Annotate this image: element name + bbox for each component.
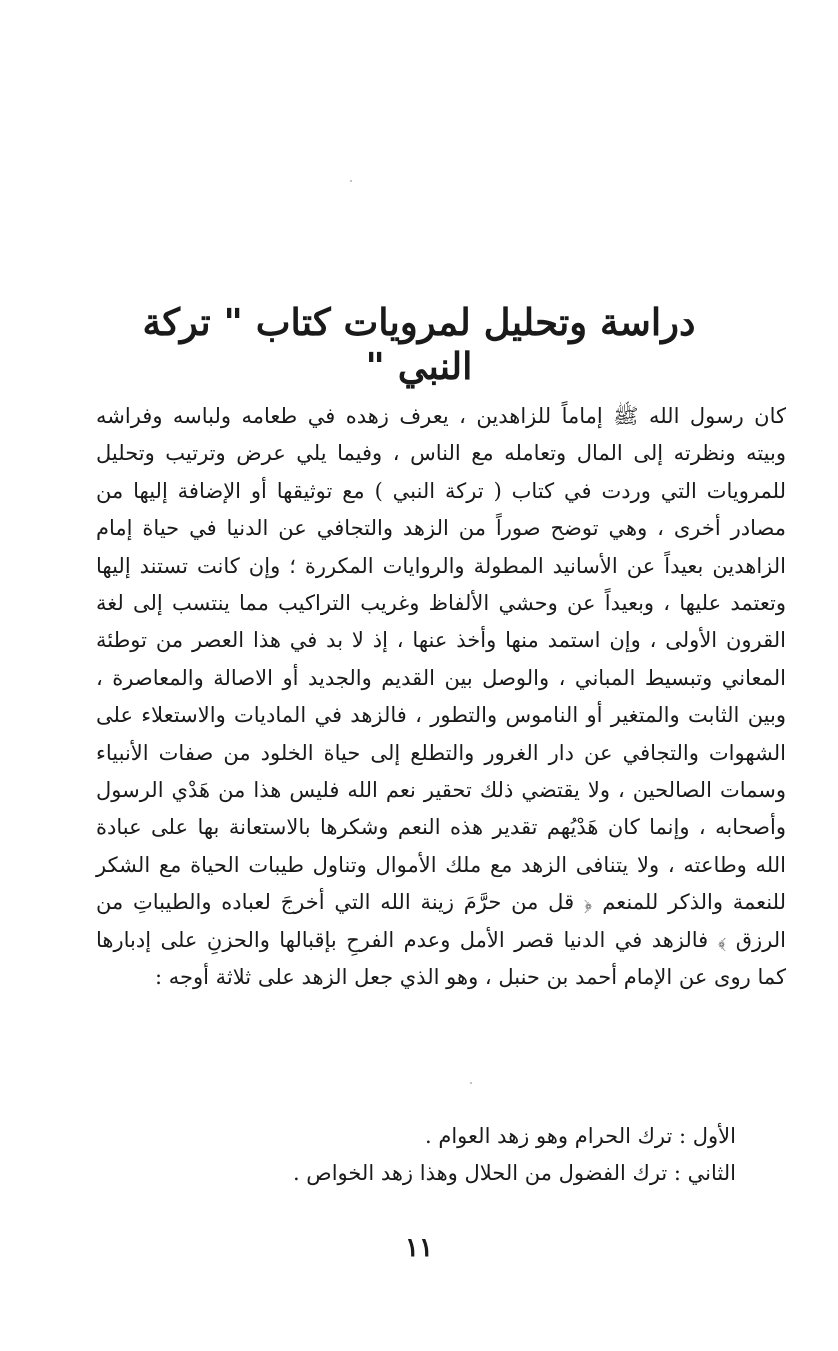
points-list: [96, 1118, 736, 1192]
point-first: الأول : ترك الحرام وهو زهد العوام .: [425, 1124, 736, 1148]
body-paragraph: كان رسول الله ﷺ إماماً للزاهدين ، يعرف زهده في طعامه ولباسه وفراشه وبيته ونظرته إلى المال وتعامله مع الناس ، وفيما يلي عرض وترتيب وتحليل للمرويات التي وردت في كتاب ( تركة النبي ) مع توثيقها أو الإضافة إليها من مصادر أخرى ، وهي توضح صوراً من الزهد والتجافي عن الدنيا في حياة إمام الزاهدين بعيداً عن الأسانيد المطولة والروايات المكررة ؛ وإن كانت تستند إليها وتعتمد عليها ، وبعيداً عن وحشي الألفاظ وغريب التراكيب مما ينتسب إلى لغة القرون الأولى ، وإن استمد منها وأخذ عنها ، إذ لا بد في هذا العصر من توطئة المعاني وتبسيط المباني ، والوصل بين القديم والجديد أو الاصالة والمعاصرة ، وبين الثابت والمتغير أو الناموس والتطور ، فالزهد في الماديات والاستعلاء على الشهوات والتجافي عن دار الغرور والتطلع إلى حياة الخلود من صفات الأنبياء وسمات الصالحين ، ولا يقتضي ذلك تحقير نعم الله فليس هذا من هَدْي الرسول وأصحابه ، وإنما كان هَدْيُهم تقدير هذه النعم وشكرها بالاستعانة بها على عبادة الله وطاعته ، ولا يتنافى الزهد مع ملك الأموال وتناول طيبات الحياة مع الشكر للنعمة والذكر للمنعم ﴿ قل من حرَّمَ زينة الله التي أخرجَ لعباده والطيباتِ من الرزق ﴾ فالزهد في الدنيا قصر الأمل وعدم الفرحِ بإقبالها والحزنِ على إدبارها كما روى عن الإمام أحمد بن حنبل ، وهو الذي جعل الزهد على ثلاثة أوجه :: [96, 404, 786, 990]
page-number: ١١: [405, 1233, 433, 1263]
chapter-title: دراسة وتحليل لمرويات كتاب " تركة النبي ": [142, 300, 696, 389]
body-text: [96, 398, 786, 997]
point-second: الثاني : ترك الفضول من الحلال وهذا زهد الخواص .: [292, 1161, 736, 1185]
scan-speck: [470, 1082, 472, 1084]
scan-speck: [350, 180, 352, 182]
